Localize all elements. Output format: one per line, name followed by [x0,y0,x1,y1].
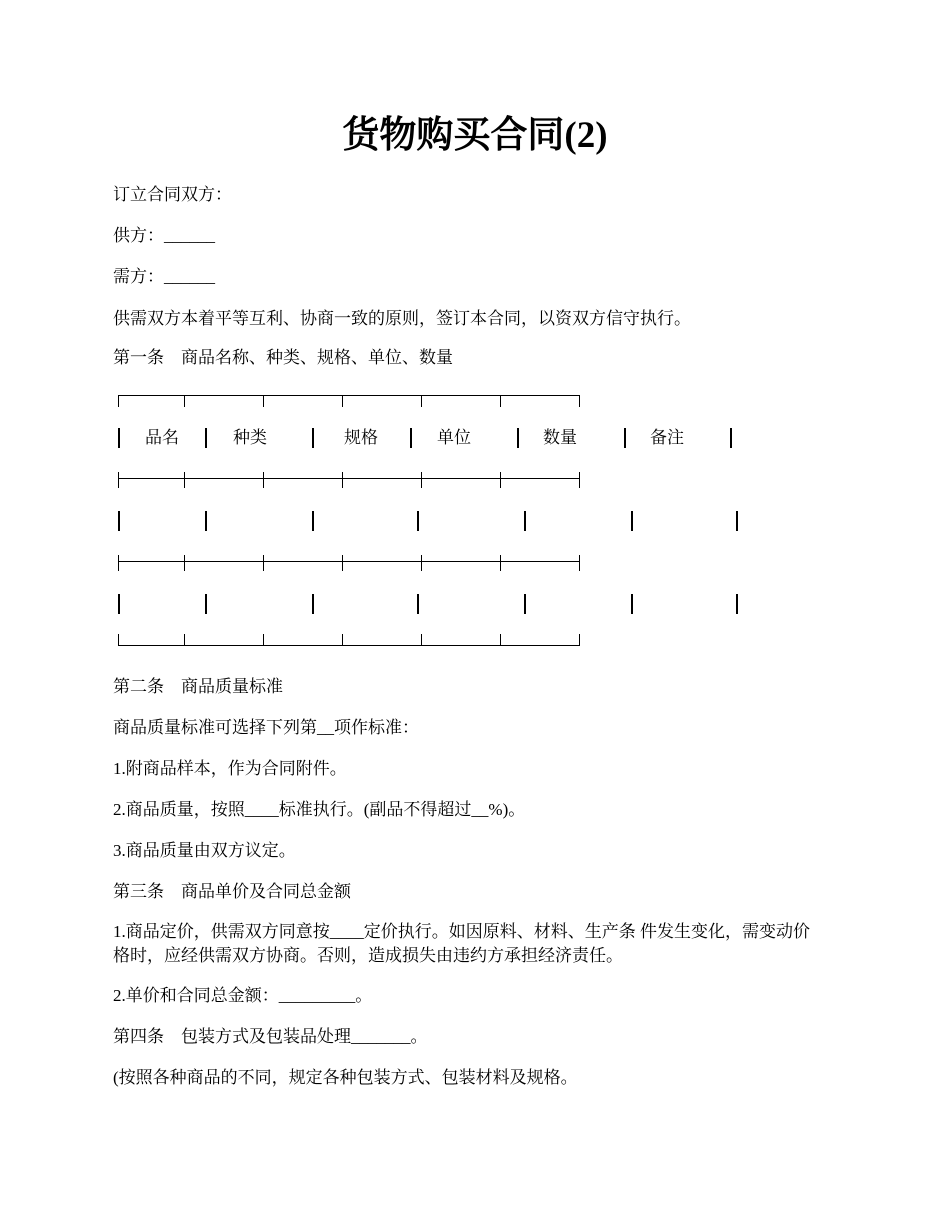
table-rule [118,472,580,484]
document-title: 货物购买合同(2) [342,115,608,156]
table-header-row [0,426,950,450]
table-row [0,592,950,616]
table-row [0,509,950,533]
paragraph-quality-3: 3.商品质量由双方议定。 [113,841,296,860]
paragraph-principle: 供需双方本着平等互利、协商一致的原则，签订本合同，以资双方信守执行。 [113,309,691,328]
paragraph-packaging-note: (按照各种商品的不同，规定各种包装方式、包装材料及规格。 [113,1068,578,1087]
article-3-heading: 第三条 商品单价及合同总金额 [113,882,351,901]
header-quantity: 数量 [543,428,577,447]
article-1-heading: 第一条 商品名称、种类、规格、单位、数量 [113,348,453,367]
header-kind: 种类 [233,428,267,447]
table-rule [118,555,580,567]
header-spec: 规格 [344,428,378,447]
paragraph-pricing-2: 2.单价和合同总金额：_________。 [113,986,373,1005]
paragraph-quality-2: 2.商品质量，按照____标准执行。(副品不得超过__%)。 [113,800,526,819]
article-2-heading: 第二条 商品质量标准 [113,677,283,696]
paragraph-pricing-1: 1.商品定价，供需双方同意按____定价执行。如因原料、材料、生产条 件发生变化，需变动价格时，应经供需双方协商。否则，造成损失由违约方承担经济责任。 [113,922,810,965]
article-4-heading: 第四条 包装方式及包装品处理_______。 [113,1027,428,1046]
paragraph-parties: 订立合同双方： [113,185,232,204]
header-unit: 单位 [437,428,471,447]
table-bottom-rule [118,634,580,646]
paragraph-buyer: 需方：______ [113,267,215,286]
paragraph-supplier: 供方：______ [113,226,215,245]
header-remark: 备注 [650,428,684,447]
paragraph-quality-options: 商品质量标准可选择下列第__项作标准： [113,718,419,737]
header-name: 品名 [145,428,179,447]
paragraph-quality-1: 1.附商品样本，作为合同附件。 [113,759,347,778]
table-top-rule [118,395,580,407]
